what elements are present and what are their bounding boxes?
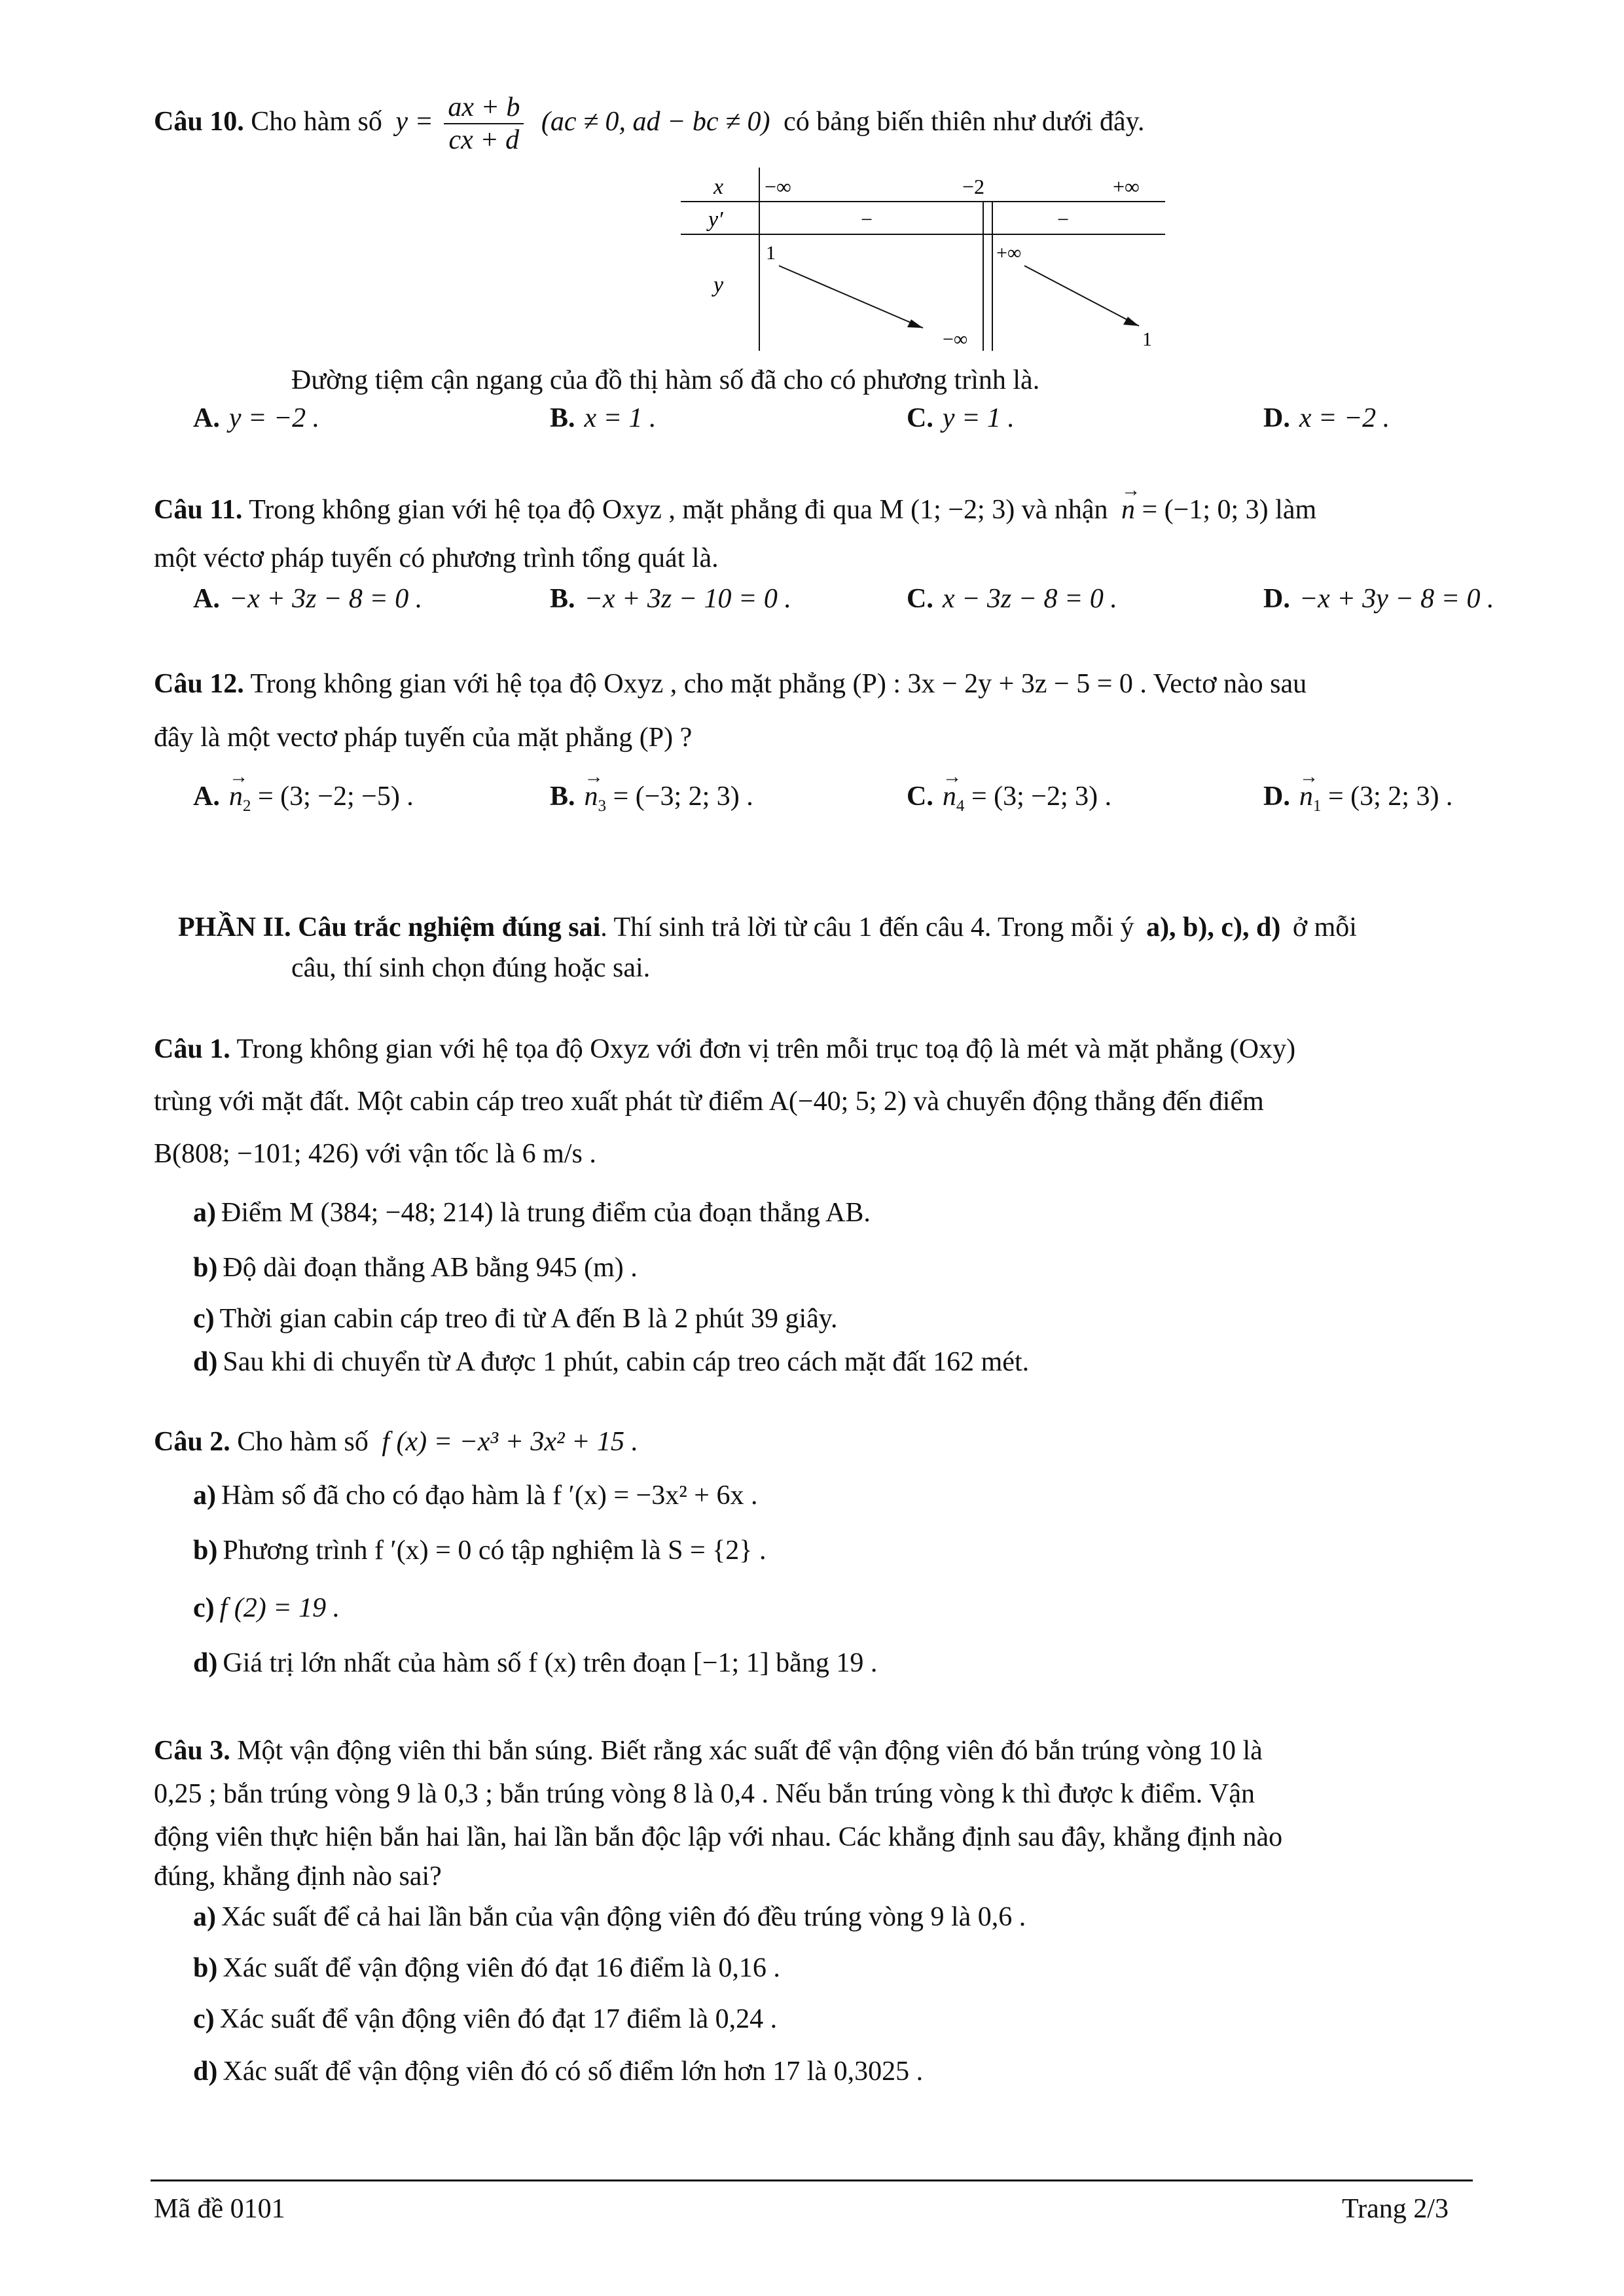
part2-items: a), b), c), d) [1146, 912, 1281, 942]
p2q2-item-c[interactable]: c) f (2) = 19 . [193, 1593, 340, 1623]
q11-normal-vector: → n [1121, 492, 1135, 528]
footer-divider [151, 2179, 1473, 2181]
p2q2-item-d[interactable]: d) Giá trị lớn nhất của hàm số f (x) trên đoạn [−1; 1] bằng 19 . [193, 1648, 878, 1678]
p2q2-item-a[interactable]: a) Hàm số đã cho có đạo hàm là f ′(x) = −3x² + 6x . [193, 1480, 758, 1511]
vbt-arrow-right [1024, 266, 1139, 326]
p2q1-label: Câu 1. [154, 1034, 230, 1064]
q10-tail: có bảng biến thiên như dưới đây. [784, 106, 1145, 137]
p2q1-item-d[interactable]: d) Sau khi di chuyển từ A được 1 phút, cabin cáp treo cách mặt đất 162 mét. [193, 1347, 1030, 1377]
q11-option-a[interactable]: A. −x + 3z − 8 = 0 . [193, 584, 423, 614]
part2-title: PHẦN II. Câu trắc nghiệm đúng sai [178, 912, 601, 942]
q10-denominator: cx + d [448, 125, 520, 156]
p2q1-line3: B(808; −101; 426) với vận tốc là 6 m/s . [154, 1139, 596, 1169]
vbt-y-right-bottom: 1 [1142, 329, 1152, 350]
vbt-row-x: x [713, 175, 724, 199]
q12-option-a[interactable]: $A.\to n_2 = (3$; −2; −5) . [193, 779, 414, 817]
p2q3-line4: đúng, khẳng định nào sai? [154, 1861, 442, 1892]
vbt-x-neg-inf: −∞ [765, 175, 791, 198]
p2q2-stem: Câu 2. Cho hàm số f (x) = −x³ + 3x² + 15 . [154, 1427, 638, 1457]
vbt-yprime-left: − [861, 207, 873, 231]
p2q1-item-b[interactable]: b) Độ dài đoạn thẳng AB bằng 945 (m) . [193, 1253, 638, 1283]
q11-stem-line2: một véctơ pháp tuyến có phương trình tổng quát là. [154, 543, 719, 573]
q12-label: Câu 12. [154, 669, 244, 699]
vbt-y-right-top: +∞ [996, 242, 1022, 264]
p2q3-line2: 0,25 ; bắn trúng vòng 9 là 0,3 ; bắn trúng vòng 8 là 0,4 . Nếu bắn trúng vòng k thì được k điểm. Vận [154, 1779, 1255, 1809]
vbt-x-mid: −2 [962, 175, 985, 198]
p2q2-function: f (x) = −x³ + 3x² + 15 . [382, 1427, 638, 1457]
q12-option-c[interactable]: $C.\to n_4 = (3$; −2; 3) . [907, 779, 1111, 817]
q10-label: Câu 10. [154, 106, 244, 137]
q11-option-c[interactable]: C. x − 3z − 8 = 0 . [907, 584, 1117, 614]
q12-stem-line2: đây là một vectơ pháp tuyến của mặt phẳng (P) ? [154, 723, 693, 753]
p2q3-item-b[interactable]: b) Xác suất để vận động viên đó đạt 16 điểm là 0,16 . [193, 1953, 780, 1983]
p2q3-label: Câu 3. [154, 1736, 230, 1766]
variation-table [681, 168, 1165, 351]
q12-stem-line1: Câu 12. Trong không gian với hệ tọa độ Oxyz , cho mặt phẳng (P) : 3x − 2y + 3z − 5 = 0 . Vectơ nào sau [154, 669, 1307, 699]
q10-numerator: ax + b [444, 92, 524, 124]
q11-option-b[interactable]: B. −x + 3z − 10 = 0 . [550, 584, 791, 614]
p2q3-item-c[interactable]: c) Xác suất để vận động viên đó đạt 17 điểm là 0,24 . [193, 2004, 778, 2034]
q10-intro: Cho hàm số [251, 106, 382, 137]
vbt-x-pos-inf: +∞ [1113, 175, 1140, 198]
footer-page-number: Trang 2/3 [1342, 2194, 1449, 2224]
q11-option-d[interactable]: D. −x + 3y − 8 = 0 . [1263, 584, 1494, 614]
q10-option-a[interactable]: A. y = −2 . [193, 403, 320, 433]
q12-option-d[interactable]: $D.\to n_1 = (3$; 2; 3) . [1263, 779, 1453, 817]
footer-exam-code: Mã đề 0101 [154, 2194, 285, 2224]
vbt-row-yprime: y′ [708, 207, 723, 232]
vbt-yprime-right: − [1057, 207, 1070, 231]
part2-heading-line2: câu, thí sinh chọn đúng hoặc sai. [291, 953, 651, 983]
vbt-y-left-bottom: −∞ [943, 329, 968, 350]
p2q1-item-a[interactable]: a) Điểm M (384; −48; 214) là trung điểm của đoạn thẳng AB. [193, 1198, 871, 1228]
p2q3-line1: Câu 3. Một vận động viên thi bắn súng. Biết rằng xác suất để vận động viên đó bắn trúng vòng 10 là [154, 1736, 1263, 1766]
q11-label: Câu 11. [154, 495, 243, 525]
vbt-row-y: y [713, 273, 724, 297]
p2q1-item-c[interactable]: c) Thời gian cabin cáp treo đi từ A đến B là 2 phút 39 giây. [193, 1304, 838, 1334]
p2q3-item-a[interactable]: a) Xác suất để cả hai lần bắn của vận động viên đó đều trúng vòng 9 là 0,6 . [193, 1902, 1026, 1932]
q12-option-b[interactable]: $B.\to n_3 = (-3$; 2; 3) . [550, 779, 753, 817]
q10-lhs: y = [395, 106, 433, 137]
q11-stem-line1: Câu 11. Trong không gian với hệ tọa độ Oxyz , mặt phẳng đi qua M (1; −2; 3) và nhận → n = (−1; 0; 3) làm [154, 492, 1316, 528]
q10-option-c[interactable]: C. y = 1 . [907, 403, 1015, 433]
vbt-arrow-left [779, 266, 923, 328]
p2q3-item-d[interactable]: d) Xác suất để vận động viên đó có số điểm lớn hơn 17 là 0,3025 . [193, 2056, 924, 2087]
vbt-y-left-top: 1 [766, 242, 776, 264]
q10-option-d[interactable]: D. x = −2 . [1263, 403, 1390, 433]
q10-question: Đường tiệm cận ngang của đồ thị hàm số đã cho có phương trình là. [291, 365, 1040, 395]
p2q2-label: Câu 2. [154, 1427, 230, 1457]
p2q2-item-b[interactable]: b) Phương trình f ′(x) = 0 có tập nghiệm là S = {2} . [193, 1535, 767, 1566]
q10-option-b[interactable]: B. x = 1 . [550, 403, 657, 433]
p2q3-line3: động viên thực hiện bắn hai lần, hai lần bắn độc lập với nhau. Các khẳng định sau đây, khẳng định nào [154, 1822, 1283, 1852]
p2q1-line2: trùng với mặt đất. Một cabin cáp treo xuất phát từ điểm A(−40; 5; 2) và chuyển động thẳng đến điểm [154, 1086, 1264, 1117]
q10-stem [154, 92, 1144, 156]
part2-heading: PHẦN II. Câu trắc nghiệm đúng sai. Thí sinh trả lời từ câu 1 đến câu 4. Trong mỗi ý a), b), c), d) ở mỗi [178, 912, 1357, 942]
q10-fraction [444, 92, 524, 156]
p2q1-line1: Câu 1. Trong không gian với hệ tọa độ Oxyz với đơn vị trên mỗi trục toạ độ là mét và mặt phẳng (Oxy) [154, 1034, 1296, 1064]
q10-condition: (ac ≠ 0, ad − bc ≠ 0) [541, 106, 770, 137]
